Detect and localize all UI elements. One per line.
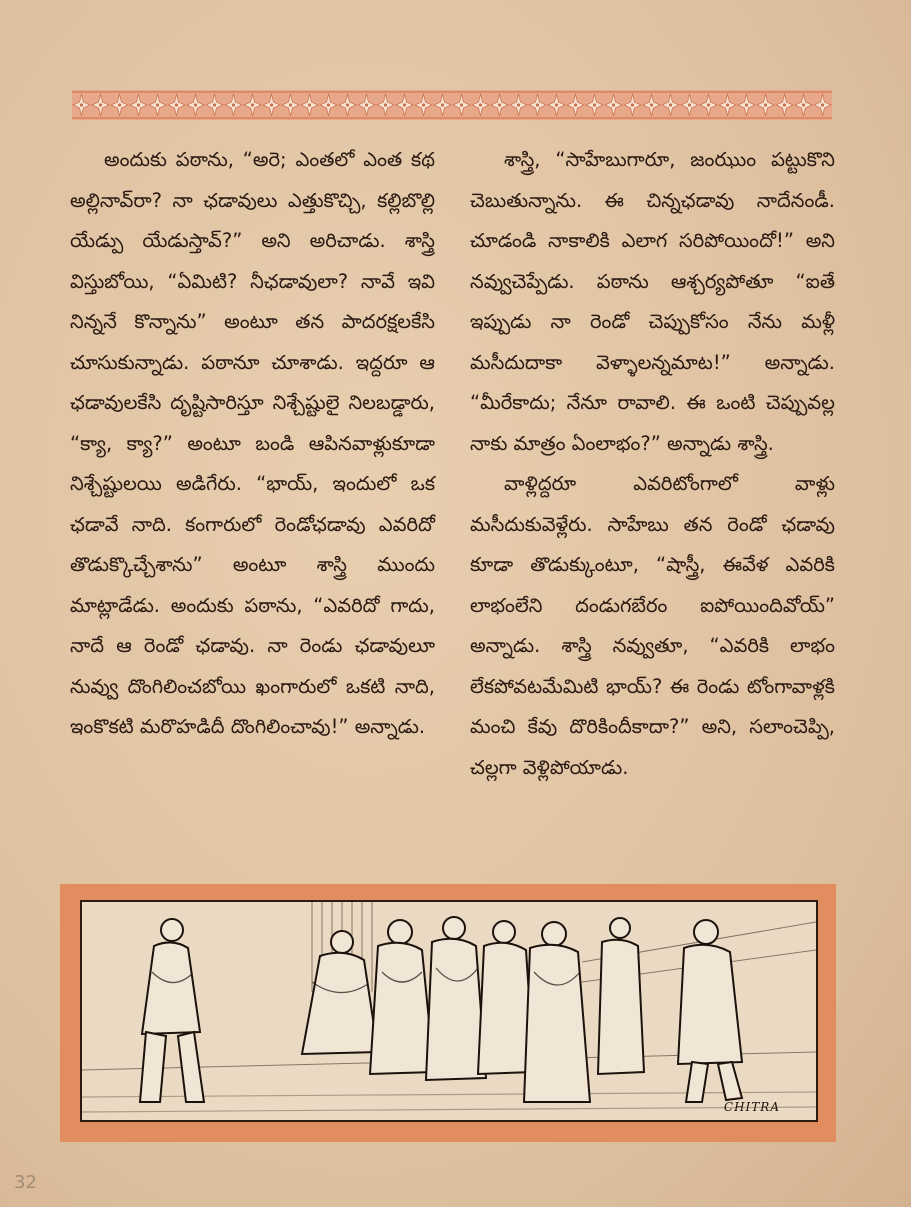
- illustration: [80, 900, 818, 1122]
- left-column: [70, 140, 435, 748]
- right-paragraph-2: వాళ్లిద్దరూ ఎవరిటోంగాలో వాళ్లు మసీదుకువెళ్లేరు. సాహేబు తన రెండో ఛడావు కూడా తొడుక్కుంటూ, “షాస్త్రీ, ఈవేళ ఎవరికి లాభంలేని దండుగబేరం ఐపోయిందివోయ్” అన్నాడు. శాస్త్రి నవ్వుతూ, “ఎవరికి లాభం లేకపోవటమేమిటి భాయ్? ఈ రెండు టోంగావాళ్లకి మంచి కేవు దొరికిందీకాదా?” అని, సలాంచెప్పి, చల్లగా వెళ్లిపోయాడు.: [470, 472, 835, 779]
- star-pattern-icon: [72, 90, 832, 120]
- page-number: 32: [14, 1172, 37, 1193]
- illustrator-signature: CHITRA: [723, 1100, 780, 1114]
- left-paragraph-1: అందుకు పఠాను, “అరె; ఎంతలో ఎంత కథ అల్లినావ్‌రా? నా ఛడావులు ఎత్తుకొచ్చి, కల్లిబొల్లి యేడ్పు యేడుస్తావ్?” అని అరిచాడు. శాస్త్రి విస్తుబోయి, “ఏమిటి? నీఛడావులా? నావే ఇవి నిన్ననే కొన్నాను” అంటూ తన పాదరక్షలకేసి చూసుకున్నాడు. పఠానూ చూశాడు. ఇద్దరూ ఆ ఛడావులకేసి దృష్టిసారిస్తూ నిశ్చేష్టులై నిలబడ్డారు, “క్యా, క్యా?” అంటూ బండి ఆపినవాళ్లుకూడా నిశ్చేష్టులయి అడిగేరు. “భాయ్, ఇందులో ఒక ఛడావే నాది. కంగారులో రెండోఛడావు ఎవరిదో తొడుక్కొచ్చేశాను” అంటూ శాస్త్రి ముందు మాట్లాడేడు. అందుకు పఠాను, “ఎవరిదో గాదు, నాదే ఆ రెండో ఛడావు. నా రెండు ఛడావులూ నువ్వు దొంగిలించబోయి ఖంగారులో ఒకటి నాది, ఇంకొకటి మరొహడిదీ దొంగిలించావు!” అన్నాడు.: [70, 148, 435, 738]
- right-column: [470, 140, 835, 788]
- right-paragraph-1: శాస్త్రి, “సాహేబుగారూ, జంఝుం పట్టుకొని చెబుతున్నాను. ఈ చిన్నఛడావు నాదేనండీ. చూడండి నాకాలికి ఎలాగ సరిపోయిందో!” అని నవ్వుచెప్పేడు. పఠాను ఆశ్చర్యపోతూ “ఐతే ఇప్పుడు నా రెండో చెప్పుకోసం నేను మళ్లీ మసీదుదాకా వెళ్ళాలన్నమాట!” అన్నాడు. “మీరేకాదు; నేనూ రావాలి. ఈ ఒంటి చెప్పువల్ల నాకు మాత్రం ఏంలాభం?” అన్నాడు శాస్త్రి.: [470, 148, 835, 455]
- illustration-frame: [60, 884, 836, 1142]
- decorative-border: [72, 90, 832, 120]
- street-scene-drawing-icon: [82, 902, 816, 1120]
